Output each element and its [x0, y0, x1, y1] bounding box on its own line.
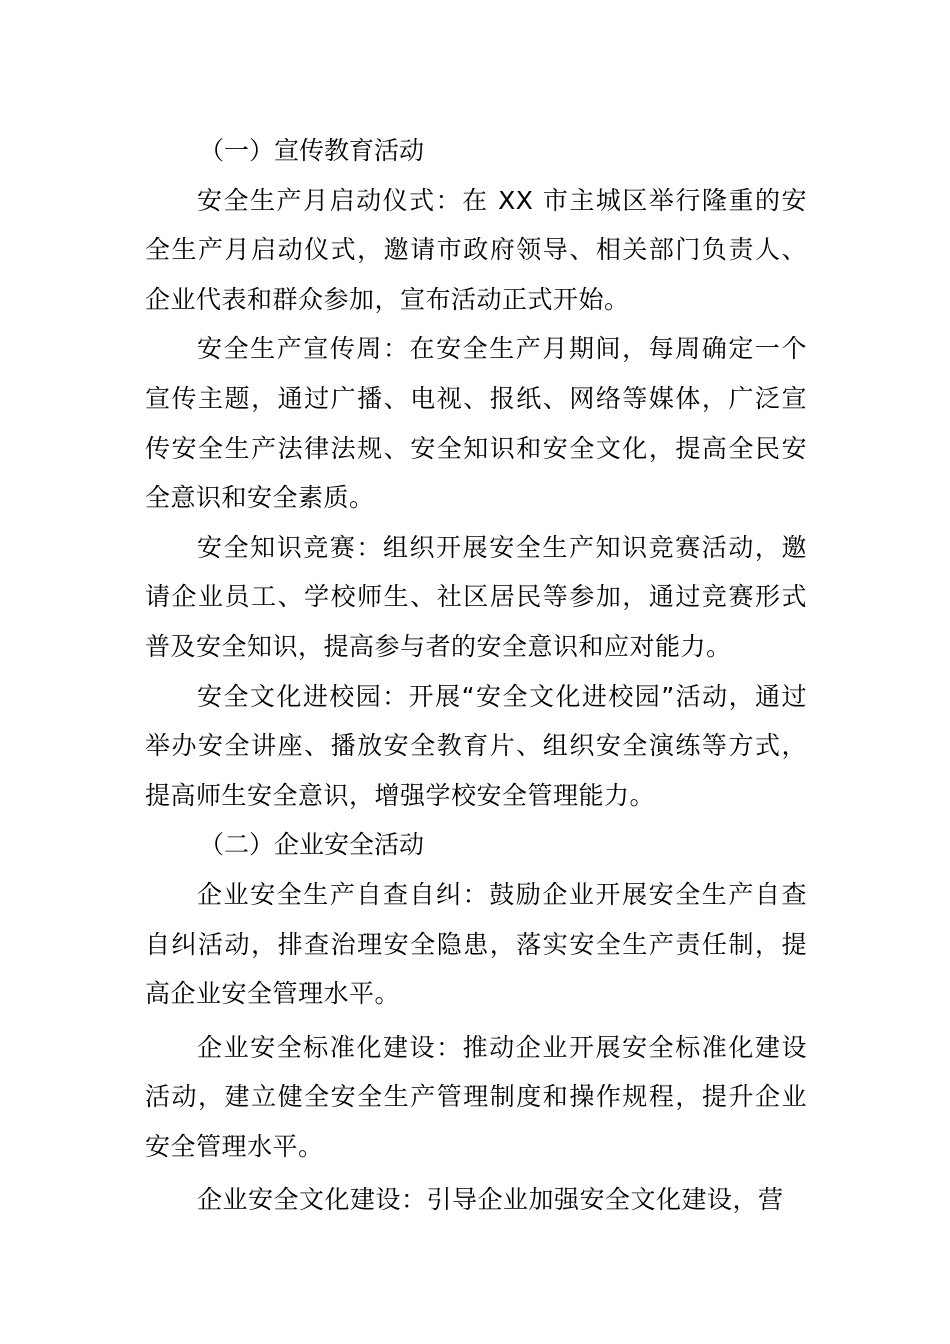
document-body [145, 126, 807, 1225]
paragraph-publicity-week: 安全生产宣传周：在安全生产月期间，每周确定一个宣传主题，通过广播、电视、报纸、网络等媒体，广泛宣传安全生产法律法规、安全知识和安全文化，提高全民安全意识和安全素质。 [145, 334, 807, 513]
paragraph-standardization: 企业安全标准化建设：推动企业开展安全标准化建设活动，建立健全安全生产管理制度和操作规程，提升企业安全管理水平。 [145, 1032, 807, 1161]
section-heading-enterprise: （二）企业安全活动 [199, 830, 425, 860]
paragraph-knowledge-contest: 安全知识竞赛：组织开展安全生产知识竞赛活动，邀请企业员工、学校师生、社区居民等参加，通过竞赛形式普及安全知识，提高参与者的安全意识和应对能力。 [145, 532, 807, 661]
paragraph-self-inspection: 企业安全生产自查自纠：鼓励企业开展安全生产自查自纠活动，排查治理安全隐患，落实安全生产责任制，提高企业安全管理水平。 [145, 879, 807, 1009]
paragraph-culture-campus: 安全文化进校园：开展“安全文化进校园”活动，通过举办安全讲座、播放安全教育片、组织安全演练等方式，提高师生安全意识，增强学校安全管理能力。 [145, 681, 807, 810]
paragraph-launch-ceremony: 安全生产月启动仪式：在 XX 市主城区举行隆重的安全生产月启动仪式，邀请市政府领导、相关部门负责人、企业代表和群众参加，宣布活动正式开始。 [145, 185, 807, 314]
section-heading-publicity: （一）宣传教育活动 [199, 136, 425, 165]
paragraph-safety-culture: 企业安全文化建设：引导企业加强安全文化建设，营 [197, 1185, 784, 1215]
